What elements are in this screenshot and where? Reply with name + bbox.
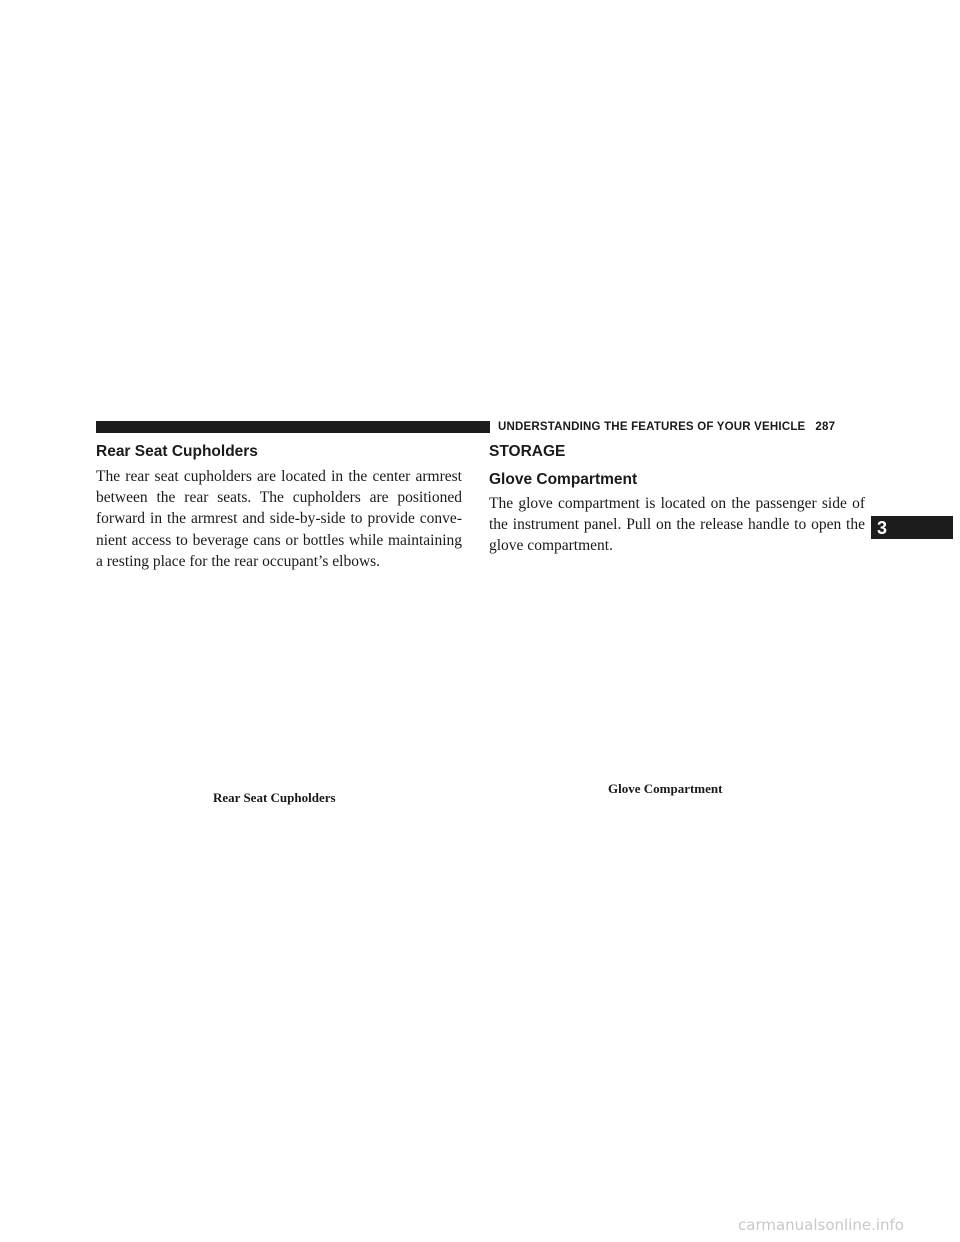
page-number: 287 — [815, 421, 836, 433]
header-rule — [96, 421, 490, 433]
rear-seat-cupholders-text: The rear seat cupholders are located in the center armrest between the rear seats. The cupholders are positioned forward in the armrest and side-by-side to provide convenient access to beverage cans or bottles while maintaining a resting place for the rear occupant’s elbows. — [96, 468, 462, 570]
glove-compartment-caption: Glove Compartment — [608, 781, 723, 796]
rear-seat-cupholders-heading: Rear Seat Cupholders — [96, 443, 258, 460]
rear-seat-cupholders-caption: Rear Seat Cupholders — [213, 790, 336, 805]
section-title: UNDERSTANDING THE FEATURES OF YOUR VEHICLE — [498, 421, 806, 433]
watermark: carmanualsonline.info — [738, 1216, 904, 1234]
running-header — [498, 418, 835, 436]
glove-compartment-heading: Glove Compartment — [489, 471, 638, 488]
chapter-number: 3 — [877, 518, 888, 538]
chapter-tab — [871, 516, 953, 539]
glove-compartment-text: The glove compartment is located on the passenger side of the instrument panel. Pull on the release handle to open the glove compartment. — [489, 495, 865, 555]
storage-heading: STORAGE — [489, 443, 566, 460]
